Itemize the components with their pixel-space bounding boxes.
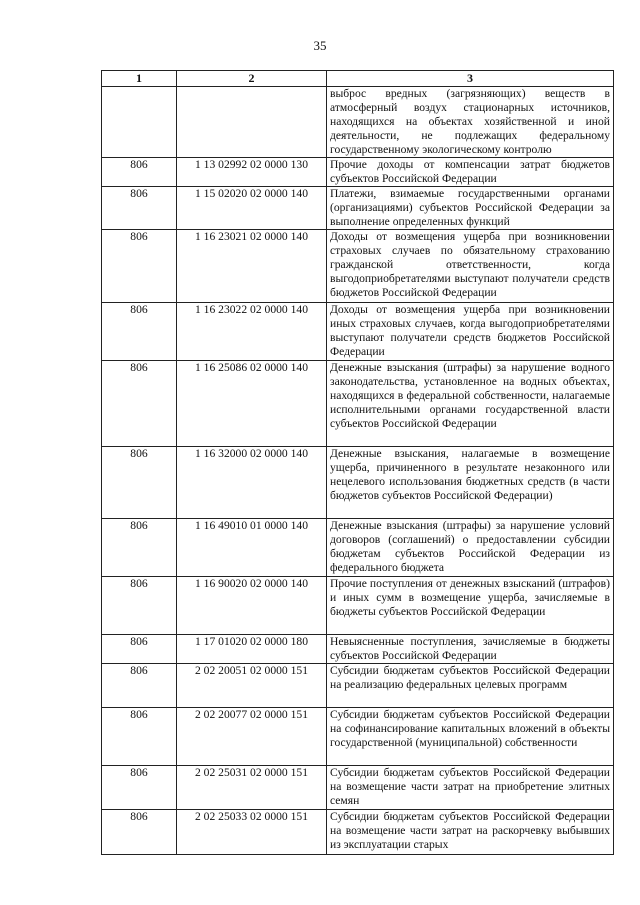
- revenue-description-cell: Денежные взыскания (штрафы) за нарушение условий договоров (соглашений) о предоставлении субсидии бюджетам субъектов Российской Федерации из федерального бюджета: [327, 519, 614, 577]
- revenue-description-cell: выброс вредных (загрязняющих) веществ в атмосферный воздух стационарных источников, находящихся на объектах хозяйственной и иной деятельности, не подлежащих федеральному государственному экологическому контролю: [327, 87, 614, 158]
- revenue-description-cell: Доходы от возмещения ущерба при возникновении страховых случаев по обязательному страхованию гражданской ответственности, когда выгодоприобретателями выступают получатели средств бюджетов Российской Федерации: [327, 230, 614, 303]
- revenue-code-cell: 2 02 20077 02 0000 151: [177, 708, 327, 766]
- admin-code-cell: 806: [102, 664, 177, 708]
- revenue-code-cell: 1 16 23022 02 0000 140: [177, 303, 327, 361]
- admin-code-cell: 806: [102, 303, 177, 361]
- revenue-description-cell: Субсидии бюджетам субъектов Российской Федерации на возмещение части затрат на приобретение элитных семян: [327, 766, 614, 810]
- revenue-description-cell: Субсидии бюджетам субъектов Российской Федерации на софинансирование капитальных вложений в объекты государственной (муниципальной) собственности: [327, 708, 614, 766]
- revenue-codes-table: [101, 70, 614, 855]
- admin-code-cell: 806: [102, 447, 177, 519]
- revenue-code-cell: 2 02 25033 02 0000 151: [177, 810, 327, 855]
- table-row: [102, 810, 614, 855]
- revenue-description-cell: Прочие поступления от денежных взысканий (штрафов) и иных сумм в возмещение ущерба, зачисляемые в бюджеты субъектов Российской Федерации: [327, 577, 614, 635]
- column-header-3: 3: [327, 71, 614, 87]
- revenue-code-cell: [177, 87, 327, 158]
- table-header-row: [102, 71, 614, 87]
- revenue-code-cell: 1 17 01020 02 0000 180: [177, 635, 327, 664]
- table-row: [102, 303, 614, 361]
- admin-code-cell: 806: [102, 519, 177, 577]
- revenue-description-cell: Платежи, взимаемые государственными органами (организациями) субъектов Российской Федерации за выполнение определенных функций: [327, 187, 614, 230]
- revenue-description-cell: Прочие доходы от компенсации затрат бюджетов субъектов Российской Федерации: [327, 158, 614, 187]
- revenue-description-cell: Невыясненные поступления, зачисляемые в бюджеты субъектов Российской Федерации: [327, 635, 614, 664]
- table-row: [102, 708, 614, 766]
- revenue-code-cell: 1 13 02992 02 0000 130: [177, 158, 327, 187]
- column-header-2: 2: [177, 71, 327, 87]
- revenue-description-cell: Субсидии бюджетам субъектов Российской Федерации на возмещение части затрат на раскорчевку выбывших из эксплуатации старых: [327, 810, 614, 855]
- admin-code-cell: 806: [102, 158, 177, 187]
- table-row: [102, 447, 614, 519]
- admin-code-cell: 806: [102, 810, 177, 855]
- admin-code-cell: 806: [102, 577, 177, 635]
- table-row: [102, 577, 614, 635]
- page-number: 35: [313, 38, 327, 53]
- revenue-code-cell: 1 16 32000 02 0000 140: [177, 447, 327, 519]
- table-row: [102, 519, 614, 577]
- table-row: [102, 664, 614, 708]
- table-row: [102, 766, 614, 810]
- revenue-description-cell: Денежные взыскания (штрафы) за нарушение водного законодательства, установленное на водных объектах, находящихся в федеральной собственности, налагаемые исполнительными органами государственной власти субъектов Российской Федерации: [327, 361, 614, 447]
- revenue-description-cell: Денежные взыскания, налагаемые в возмещение ущерба, причиненного в результате незаконного или нецелевого использования бюджетных средств (в части бюджетов субъектов Российской Федерации): [327, 447, 614, 519]
- admin-code-cell: 806: [102, 635, 177, 664]
- admin-code-cell: 806: [102, 361, 177, 447]
- revenue-code-cell: 1 16 23021 02 0000 140: [177, 230, 327, 303]
- revenue-code-cell: 1 15 02020 02 0000 140: [177, 187, 327, 230]
- revenue-code-cell: 1 16 90020 02 0000 140: [177, 577, 327, 635]
- table-row: [102, 87, 614, 158]
- table-row: [102, 187, 614, 230]
- revenue-code-cell: 1 16 49010 01 0000 140: [177, 519, 327, 577]
- admin-code-cell: 806: [102, 766, 177, 810]
- revenue-code-cell: 1 16 25086 02 0000 140: [177, 361, 327, 447]
- revenue-description-cell: Доходы от возмещения ущерба при возникновении иных страховых случаев, когда выгодоприобретателями выступают получатели средств бюджетов Российской Федерации: [327, 303, 614, 361]
- admin-code-cell: 806: [102, 187, 177, 230]
- table-row: [102, 230, 614, 303]
- admin-code-cell: [102, 87, 177, 158]
- column-header-1: 1: [102, 71, 177, 87]
- admin-code-cell: 806: [102, 708, 177, 766]
- admin-code-cell: 806: [102, 230, 177, 303]
- revenue-description-cell: Субсидии бюджетам субъектов Российской Федерации на реализацию федеральных целевых программ: [327, 664, 614, 708]
- revenue-code-cell: 2 02 25031 02 0000 151: [177, 766, 327, 810]
- table-row: [102, 158, 614, 187]
- revenue-code-cell: 2 02 20051 02 0000 151: [177, 664, 327, 708]
- table-row: [102, 361, 614, 447]
- table-row: [102, 635, 614, 664]
